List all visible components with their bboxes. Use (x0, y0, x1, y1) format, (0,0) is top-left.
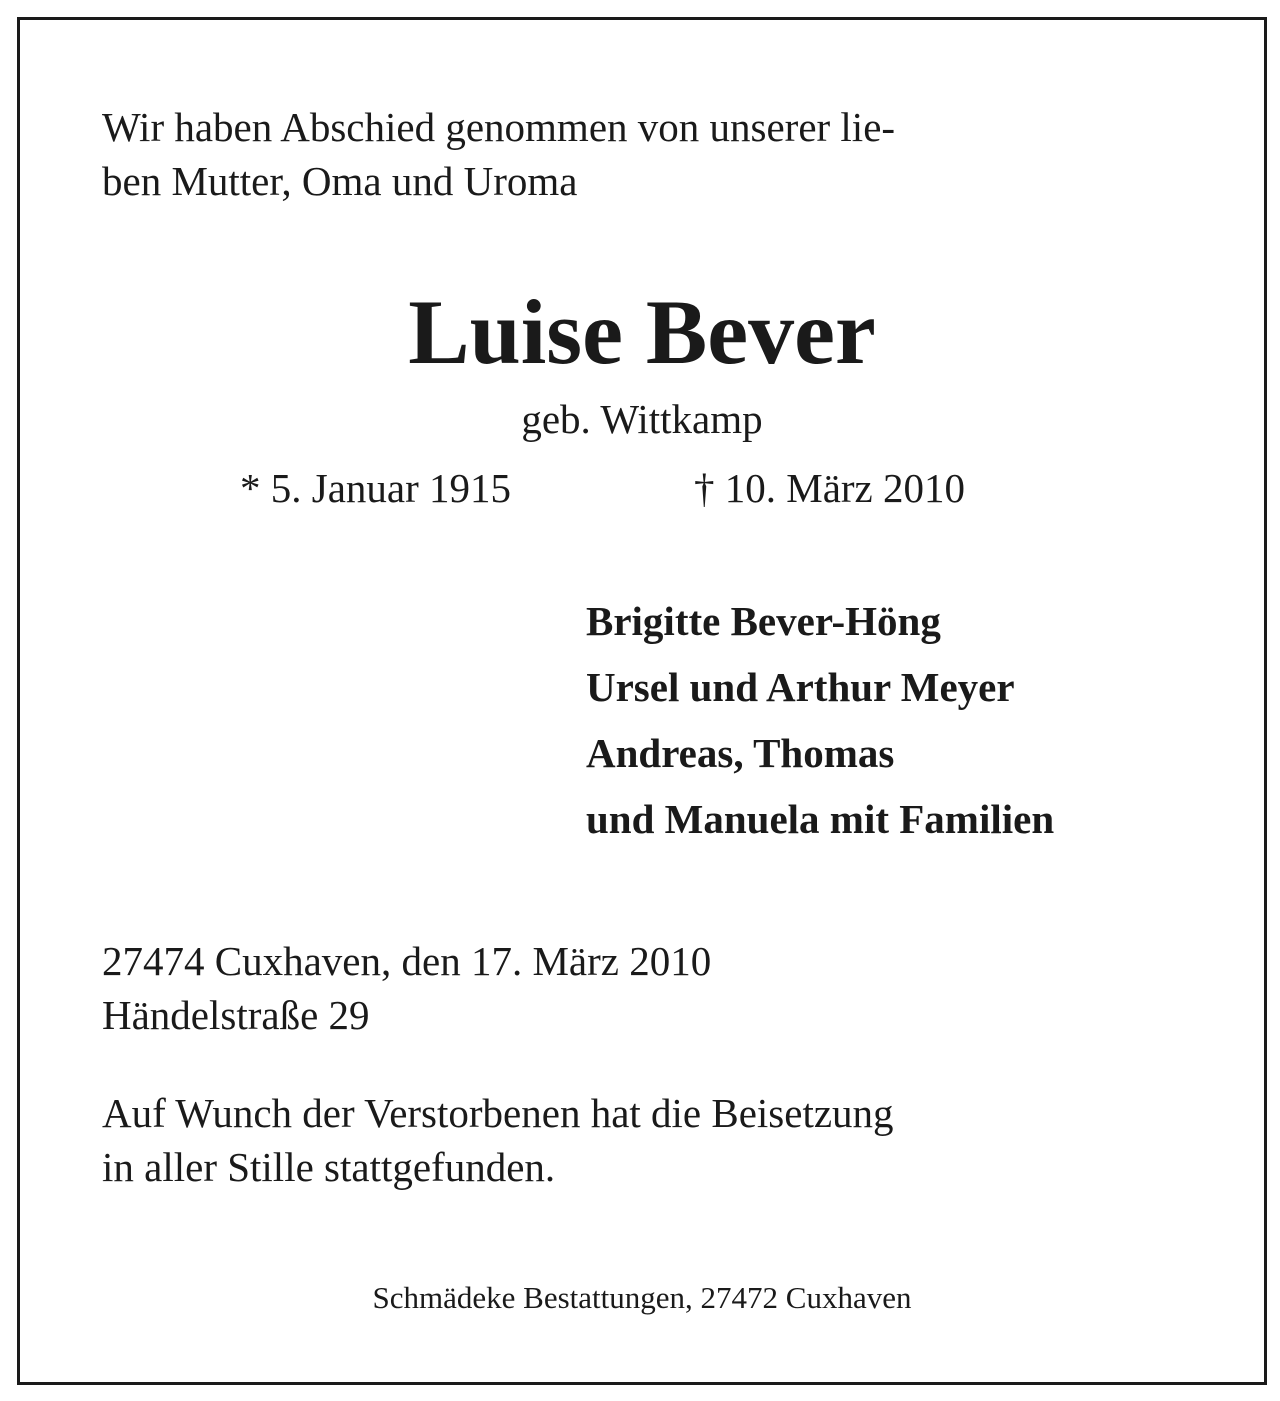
note-line: in aller Stille stattgefunden. (102, 1144, 556, 1190)
life-dates (20, 460, 1264, 516)
funeral-home: Schmädeke Bestattungen, 27472 Cuxhaven (372, 1280, 912, 1315)
death-date: † 10. März 2010 (694, 465, 966, 511)
address-line: Händelstraße 29 (102, 992, 370, 1038)
obituary-notice (17, 17, 1267, 1385)
place-date-line: 27474 Cuxhaven, den 17. März 2010 (102, 938, 712, 984)
birth-name: geb. Wittkamp (521, 396, 763, 442)
intro-line: ben Mutter, Oma und Uroma (102, 158, 578, 204)
mourner-line: und Manuela mit Familien (586, 796, 1055, 842)
mourner-line: Brigitte Bever-Höng (586, 598, 941, 644)
place-and-address (102, 934, 711, 1042)
birth-date: * 5. Januar 1915 (240, 465, 512, 511)
intro-text (102, 100, 1202, 208)
deceased-name: Luise Bever (408, 281, 876, 383)
note-line: Auf Wunch der Verstorbenen hat die Beisetzung (102, 1090, 894, 1136)
mourner-line: Andreas, Thomas (586, 730, 895, 776)
burial-note (102, 1086, 894, 1194)
intro-line: Wir haben Abschied genommen von unserer lie- (102, 104, 896, 150)
mourners-list (586, 588, 1054, 852)
mourner-line: Ursel und Arthur Meyer (586, 664, 1015, 710)
